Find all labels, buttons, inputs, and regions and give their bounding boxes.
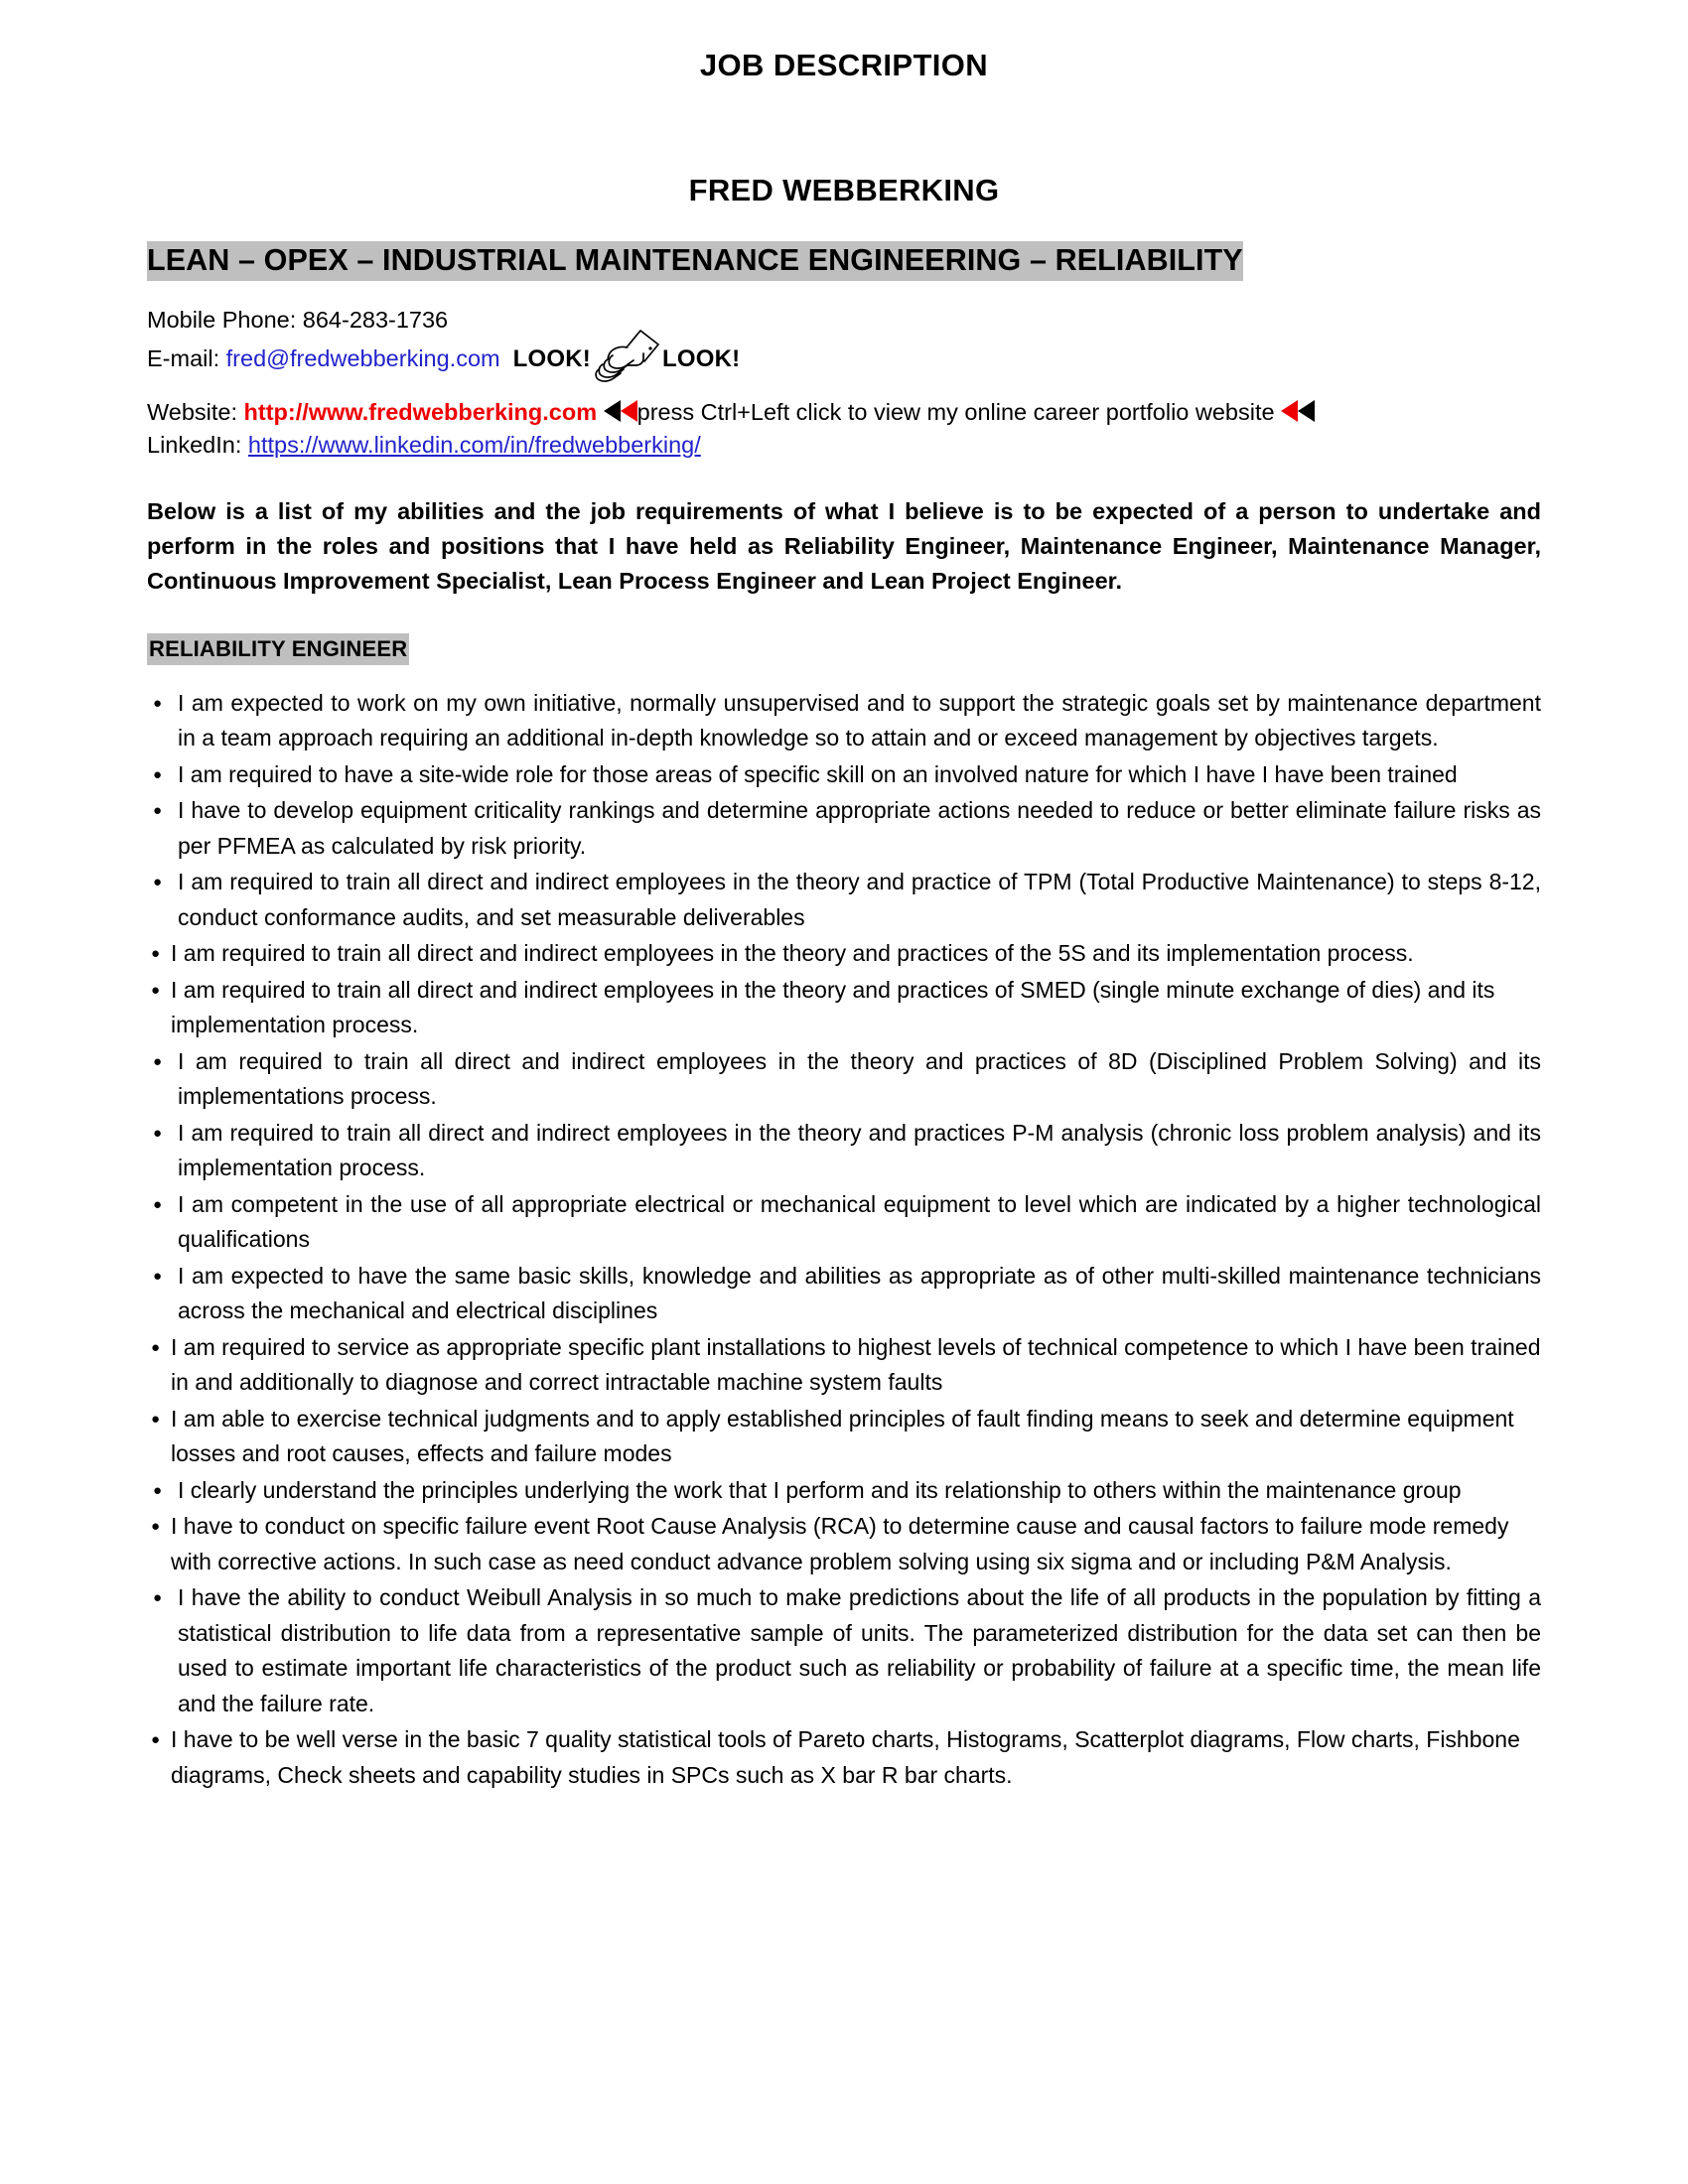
website-label: Website: (147, 398, 244, 425)
contact-block (147, 304, 1541, 462)
list-item: ● I am required to train all direct and indirect employees in the theory and practice of TPM (Total Productive Maintenance) to steps 8-12, conduct conformance audits, and set measurable deliverables (147, 865, 1541, 935)
headline-banner (147, 245, 1541, 276)
phone-value: 864-283-1736 (302, 306, 449, 333)
headline-banner-text: LEAN – OPEX – INDUSTRIAL MAINTENANCE ENGINEERING – RELIABILITY (147, 241, 1243, 281)
list-item: ● I am expected to have the same basic skills, knowledge and abilities as appropriate as of other multi-skilled maintenance technicians across the mechanical and electrical disciplines (147, 1259, 1541, 1329)
left-triangle-black-icon (604, 400, 621, 422)
document-content (147, 0, 1541, 1794)
list-item: ● I have to develop equipment criticality rankings and determine appropriate actions needed to reduce or better eliminate failure risks as per PFMEA as calculated by risk priority. (147, 793, 1541, 864)
page-title: JOB DESCRIPTION (699, 48, 989, 82)
list-item: ● I have to be well verse in the basic 7 quality statistical tools of Pareto charts, Histograms, Scatterplot diagrams, Flow charts, Fishbone diagrams, Check sheets and capability studies in SPCs such as X bar R bar charts. (147, 1722, 1541, 1793)
list-item: ● I am required to train all direct and indirect employees in the theory and practices of SMED (single minute exchange of dies) and its implementation process. (147, 973, 1541, 1043)
list-item: ● I am required to train all direct and indirect employees in the theory and practices of the 5S and its implementation process. (147, 936, 1541, 972)
contact-line-phone (147, 304, 1541, 337)
list-item: ● I have to conduct on specific failure event Root Cause Analysis (RCA) to determine cause and causal factors to failure mode remedy with corrective actions. In such case as need conduct advance problem solving using six sigma and or including P&M Analysis. (147, 1509, 1541, 1579)
contact-line-website (147, 396, 1541, 429)
website-link[interactable]: http://www.fredwebberking.com (243, 398, 598, 425)
phone-label: Mobile Phone: (147, 306, 303, 333)
email-link[interactable]: fred@fredwebberking.com (225, 344, 500, 371)
linkedin-label: LinkedIn: (147, 431, 248, 458)
intro-paragraph: Below is a list of my abilities and the job requirements of what I believe is to be expected of a person to undertake and perform in the roles and positions that I have held as Reliability Engineer, Maintenance Engineer, Maintenance Manager, Continuous Improvement Specialist, Lean Process Engineer and Lean Project Engineer. (147, 497, 1541, 594)
left-triangle-red-icon-2 (1281, 400, 1298, 422)
list-item: ● I have the ability to conduct Weibull Analysis in so much to make predictions about the life of all products in the population by fitting a statistical distribution to life data from a representative sample of units. The parameterized distribution for the data set can then be used to estimate important life characteristics of the product such as reliability or probability of failure at a specific time, the mean life and the failure rate. (147, 1580, 1541, 1721)
email-label: E-mail: (147, 344, 226, 371)
pointing-hand-icon (589, 329, 664, 388)
list-item: ● I am able to exercise technical judgments and to apply established principles of fault finding means to seek and determine equipment losses and root causes, effects and failure modes (147, 1402, 1541, 1472)
list-item: ● I clearly understand the principles underlying the work that I perform and its relationship to others within the maintenance group (147, 1473, 1541, 1509)
responsibility-list (147, 686, 1541, 1794)
left-triangle-red-icon (621, 400, 637, 422)
website-note: press Ctrl+Left click to view my online career portfolio website (636, 398, 1275, 425)
section-heading-text: RELIABILITY ENGINEER (147, 633, 409, 665)
look-text-left: LOOK! (512, 344, 591, 372)
contact-line-email (147, 337, 1541, 396)
list-item: ● I am competent in the use of all appropriate electrical or mechanical equipment to level which are indicated by a higher technological qualifications (147, 1187, 1541, 1258)
person-name: FRED WEBBERKING (688, 173, 1000, 207)
list-item: ● I am expected to work on my own initiative, normally unsupervised and to support the strategic goals set by maintenance department in a team approach requiring an additional in-depth knowledge so to attain and or exceed management by objectives targets. (147, 686, 1541, 756)
linkedin-link[interactable]: https://www.linkedin.com/in/fredwebberking/ (247, 431, 701, 458)
section-heading (147, 635, 1541, 661)
list-item: ● I am required to have a site-wide role for those areas of specific skill on an involved nature for which I have I have been trained (147, 757, 1541, 793)
left-triangle-black-icon-2 (1298, 400, 1315, 422)
list-item: ● I am required to train all direct and indirect employees in the theory and practices of 8D (Disciplined Problem Solving) and its implementations process. (147, 1044, 1541, 1115)
look-text-right: LOOK! (662, 344, 741, 372)
list-item: ● I am required to service as appropriate specific plant installations to highest levels of technical competence to which I have been trained in and additionally to diagnose and correct intractable machine system faults (147, 1330, 1541, 1401)
list-item: ● I am required to train all direct and indirect employees in the theory and practices P-M analysis (chronic loss problem analysis) and its implementation process. (147, 1116, 1541, 1186)
contact-line-linkedin (147, 429, 1541, 462)
